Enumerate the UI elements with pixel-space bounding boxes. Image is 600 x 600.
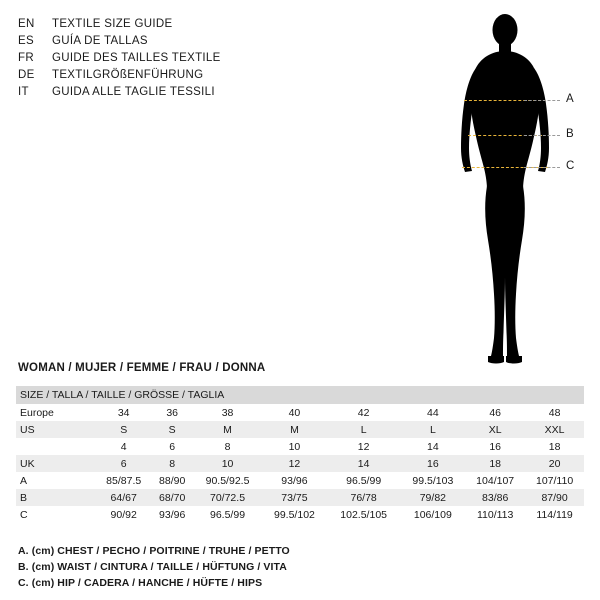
cell: 8: [224, 440, 231, 453]
waist-pointer-line: [524, 135, 560, 136]
female-silhouette-figure: [430, 8, 590, 368]
language-row: [18, 16, 348, 33]
cell: 73/75: [262, 489, 327, 506]
note-hip: C. (cm) HIP / CADERA / HANCHE / HÜFTE / HIPS: [18, 577, 263, 589]
row-label: US: [16, 421, 96, 438]
cell: 64/67: [96, 489, 151, 506]
measurement-notes: [18, 543, 578, 591]
cell: 96.5/99: [346, 474, 382, 487]
note-chest: A. (cm) CHEST / PECHO / POITRINE / TRUHE / PETTO: [18, 545, 290, 557]
language-title: GUÍA DE TALLAS: [52, 35, 148, 47]
language-title: GUIDE DES TAILLES TEXTILE: [52, 52, 221, 64]
cell: 68/70: [151, 489, 193, 506]
language-row: [18, 33, 348, 50]
cell: 110/113: [476, 508, 514, 521]
language-title: TEXTILGRÖßENFÜHRUNG: [52, 69, 204, 81]
cell: L: [327, 421, 401, 438]
cell: 34: [117, 406, 130, 419]
cell: 99.5/102: [274, 508, 315, 521]
row-label: [16, 438, 96, 455]
language-header-block: [18, 16, 348, 101]
cell: 4: [120, 440, 127, 453]
table-row: [16, 421, 584, 438]
cell: 76/78: [327, 489, 401, 506]
row-label: C: [20, 508, 28, 521]
table-row: [16, 472, 584, 489]
cell: 12: [357, 440, 370, 453]
cell: 88/90: [159, 474, 186, 487]
cell: 48: [548, 406, 561, 419]
row-label: UK: [16, 455, 96, 472]
table-row: [16, 506, 584, 523]
language-row: [18, 50, 348, 67]
cell: 99.5/103: [412, 474, 454, 487]
language-row: [18, 84, 348, 101]
cell: 102.5/105: [340, 508, 387, 521]
size-table: [16, 386, 584, 523]
cell: 6: [169, 440, 176, 453]
cell: 106/109: [413, 508, 452, 521]
cell: M: [193, 421, 262, 438]
cell: L: [401, 421, 466, 438]
waist-marker-label: B: [566, 128, 574, 140]
cell: S: [96, 421, 151, 438]
chest-marker-label: A: [566, 93, 574, 105]
cell: 46: [489, 406, 501, 419]
language-code: FR: [18, 52, 34, 64]
cell: 16: [401, 455, 466, 472]
table-row: [16, 489, 584, 506]
cell: 44: [427, 406, 439, 419]
language-code: IT: [18, 86, 29, 98]
cell: 10: [193, 455, 262, 472]
cell: 70/72.5: [193, 489, 262, 506]
cell: 85/87.5: [106, 474, 142, 487]
cell: XXL: [525, 421, 584, 438]
cell: 16: [489, 440, 501, 453]
cell: 36: [166, 406, 178, 419]
cell: 40: [288, 406, 301, 419]
hip-marker-label: C: [566, 160, 575, 172]
note-waist: B. (cm) WAIST / CINTURA / TAILLE / HÜFTUNG / VITA: [18, 561, 287, 573]
cell: S: [151, 421, 193, 438]
cell: 90.5/92.5: [205, 474, 250, 487]
section-title: WOMAN / MUJER / FEMME / FRAU / DONNA: [18, 362, 266, 374]
table-header-cell: SIZE / TALLA / TAILLE / GRÖSSE / TAGLIA: [16, 386, 584, 404]
cell: 87/90: [525, 489, 584, 506]
cell: XL: [465, 421, 525, 438]
cell: 18: [465, 455, 525, 472]
cell: 6: [96, 455, 151, 472]
cell: 8: [151, 455, 193, 472]
language-code: ES: [18, 35, 34, 47]
cell: 83/86: [465, 489, 525, 506]
language-code: DE: [18, 69, 35, 81]
table-row: [16, 404, 584, 421]
cell: 93/96: [281, 474, 308, 487]
cell: 107/110: [535, 474, 574, 487]
cell: 18: [548, 440, 561, 453]
cell: 14: [327, 455, 401, 472]
cell: 90/92: [110, 508, 137, 521]
language-title: GUIDA ALLE TAGLIE TESSILI: [52, 86, 215, 98]
cell: M: [262, 421, 327, 438]
cell: 20: [525, 455, 584, 472]
silhouette-icon: [430, 8, 590, 368]
table-row: [16, 455, 584, 472]
cell: 14: [427, 440, 439, 453]
cell: 42: [357, 406, 370, 419]
cell: 79/82: [401, 489, 466, 506]
hip-pointer-line: [524, 167, 560, 168]
language-row: [18, 67, 348, 84]
language-code: EN: [18, 18, 35, 30]
cell: 12: [262, 455, 327, 472]
cell: 104/107: [476, 474, 515, 487]
row-label: A: [20, 474, 28, 487]
cell: 96.5/99: [210, 508, 246, 521]
table-header-row: [16, 386, 584, 404]
language-title: TEXTILE SIZE GUIDE: [52, 18, 173, 30]
cell: 38: [221, 406, 234, 419]
row-label: B: [16, 489, 96, 506]
table-row: [16, 438, 584, 455]
cell: 93/96: [159, 508, 186, 521]
cell: 114/119: [536, 508, 573, 521]
row-label: Europe: [20, 406, 54, 419]
cell: 10: [288, 440, 301, 453]
chest-pointer-line: [524, 100, 560, 101]
